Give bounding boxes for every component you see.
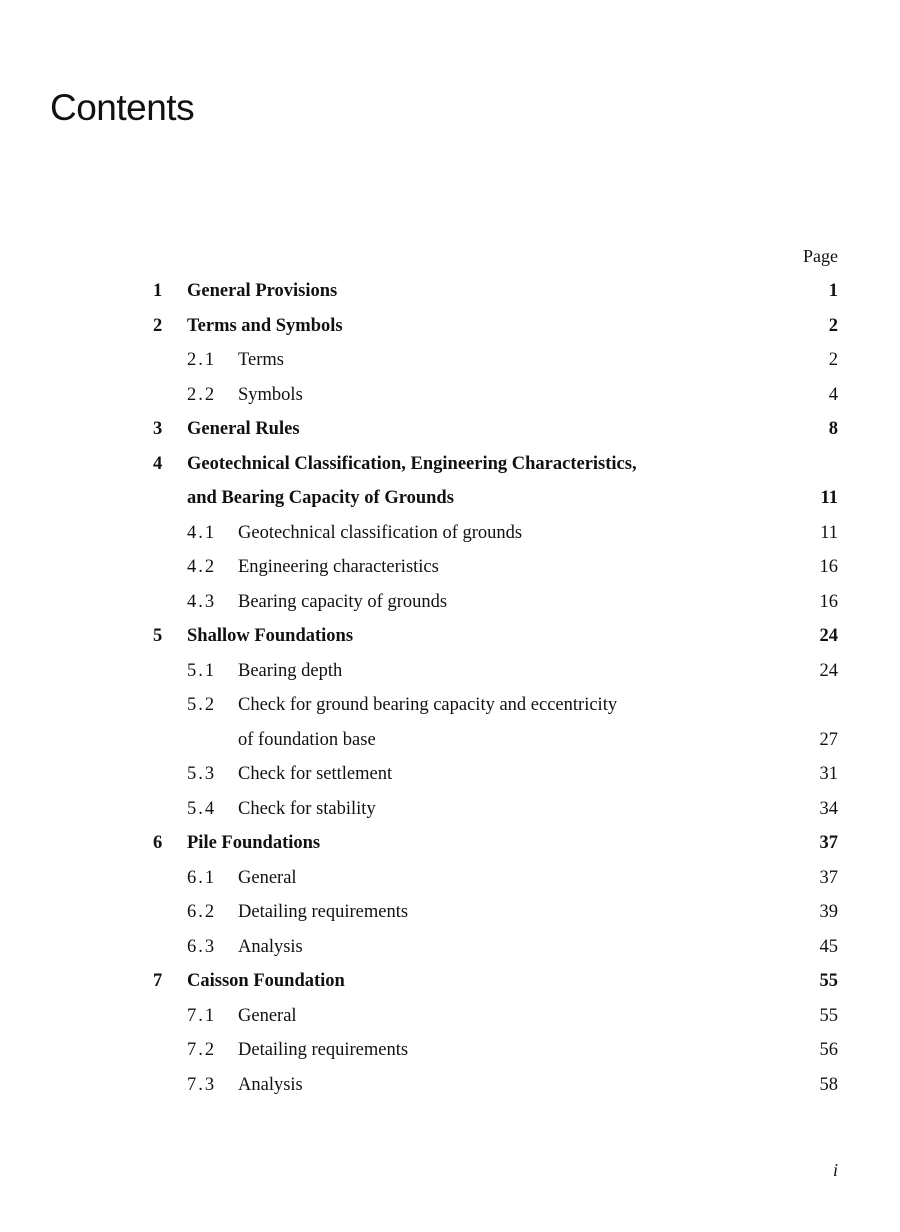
toc-chapter-entry[interactable]: [0, 452, 900, 476]
entry-number: 6: [153, 833, 163, 853]
entry-number: 5.2: [187, 695, 217, 715]
toc-section-entry[interactable]: [0, 693, 900, 717]
toc-chapter-entry[interactable]: [0, 486, 900, 510]
entry-number: 7.1: [187, 1005, 217, 1026]
toc-section-entry[interactable]: [0, 1073, 900, 1097]
entry-number: 7: [153, 971, 163, 991]
entry-title: Shallow Foundations: [187, 626, 354, 646]
toc-section-entry[interactable]: [0, 555, 900, 579]
entry-title: Bearing capacity of grounds: [238, 591, 448, 612]
toc-chapter-entry[interactable]: [0, 417, 900, 441]
toc-chapter-entry[interactable]: [0, 314, 900, 338]
toc-section-entry[interactable]: [0, 1004, 900, 1028]
entry-page-number: 2: [828, 315, 838, 336]
entry-title: General: [238, 867, 297, 888]
entry-number: 6.1: [187, 867, 217, 888]
entry-number: 2: [153, 315, 163, 336]
entry-page-number: 55: [819, 971, 838, 991]
toc-section-entry[interactable]: [0, 935, 900, 959]
entry-number: 5.4: [187, 798, 217, 819]
entry-number: 1: [153, 281, 163, 301]
entry-page-number: 11: [820, 488, 838, 508]
entry-title: Terms and Symbols: [187, 315, 343, 336]
entry-number: 3: [153, 419, 163, 439]
entry-page-number: 16: [819, 591, 838, 612]
entry-title: Geotechnical Classification, Engineering Characteristics,: [187, 453, 637, 474]
entry-title: Analysis: [238, 1074, 303, 1095]
entry-title: General: [238, 1005, 297, 1026]
page-title: Contents: [50, 86, 195, 128]
entry-page-number: 34: [819, 798, 838, 819]
entry-number: 4.3: [187, 591, 217, 612]
entry-page-number: 4: [828, 384, 838, 405]
entry-number: 7.2: [187, 1040, 217, 1060]
entry-page-number: 8: [828, 419, 838, 439]
entry-page-number: 37: [819, 867, 838, 888]
entry-title: Geotechnical classification of grounds: [238, 522, 523, 543]
entry-title: Caisson Foundation: [187, 971, 345, 991]
entry-number: 2.2: [187, 384, 217, 405]
entry-number: 6.3: [187, 936, 217, 957]
toc-section-entry[interactable]: [0, 866, 900, 890]
entry-title: Terms: [238, 350, 284, 370]
entry-page-number: 31: [819, 764, 838, 784]
toc-section-entry[interactable]: [0, 762, 900, 786]
entry-title: Check for stability: [238, 798, 376, 819]
entry-title: and Bearing Capacity of Grounds: [187, 488, 454, 508]
toc-section-entry[interactable]: [0, 1038, 900, 1062]
toc-section-entry[interactable]: [0, 797, 900, 821]
entry-page-number: 56: [819, 1040, 838, 1060]
toc-section-entry[interactable]: [0, 728, 900, 752]
entry-number: 4.1: [187, 522, 217, 543]
entry-number: 6.2: [187, 902, 217, 922]
entry-title: Detailing requirements: [238, 1040, 409, 1060]
entry-page-number: 27: [819, 729, 838, 750]
entry-title: General Provisions: [187, 281, 338, 301]
entry-title: Check for settlement: [238, 764, 393, 784]
entry-title: Detailing requirements: [238, 902, 409, 922]
entry-title: Engineering characteristics: [238, 557, 439, 577]
entry-page-number: 16: [819, 557, 838, 577]
entry-title: Analysis: [238, 936, 303, 957]
toc-chapter-entry[interactable]: [0, 279, 900, 303]
entry-page-number: 39: [819, 902, 838, 922]
toc-section-entry[interactable]: [0, 383, 900, 407]
entry-title: General Rules: [187, 419, 300, 439]
toc-section-entry[interactable]: [0, 900, 900, 924]
toc-section-entry[interactable]: [0, 521, 900, 545]
entry-page-number: 58: [819, 1074, 838, 1095]
page-column-header: Page: [803, 246, 838, 266]
page-folio: i: [832, 1160, 838, 1180]
toc-section-entry[interactable]: [0, 659, 900, 683]
entry-title: Bearing depth: [238, 660, 343, 681]
entry-number: 5.1: [187, 660, 217, 681]
entry-page-number: 2: [828, 350, 838, 370]
entry-number: 4: [153, 453, 163, 474]
entry-page-number: 37: [819, 833, 838, 853]
entry-page-number: 45: [819, 936, 838, 957]
toc-chapter-entry[interactable]: [0, 969, 900, 993]
toc-chapter-entry[interactable]: [0, 831, 900, 855]
entry-number: 7.3: [187, 1074, 217, 1095]
entry-number: 4.2: [187, 557, 217, 577]
entry-title: Symbols: [238, 384, 303, 405]
entry-number: 5: [153, 626, 163, 646]
toc-section-entry[interactable]: [0, 590, 900, 614]
entry-page-number: 55: [819, 1005, 838, 1026]
entry-page-number: 11: [820, 522, 838, 543]
entry-title: of foundation base: [238, 729, 376, 750]
entry-number: 2.1: [187, 350, 217, 370]
entry-page-number: 24: [819, 660, 838, 681]
entry-title: Pile Foundations: [187, 833, 321, 853]
entry-title: Check for ground bearing capacity and eccentricity: [238, 695, 618, 715]
toc-section-entry[interactable]: [0, 348, 900, 372]
entry-page-number: 1: [828, 281, 838, 301]
toc-chapter-entry[interactable]: [0, 624, 900, 648]
entry-page-number: 24: [819, 626, 838, 646]
entry-number: 5.3: [187, 764, 217, 784]
